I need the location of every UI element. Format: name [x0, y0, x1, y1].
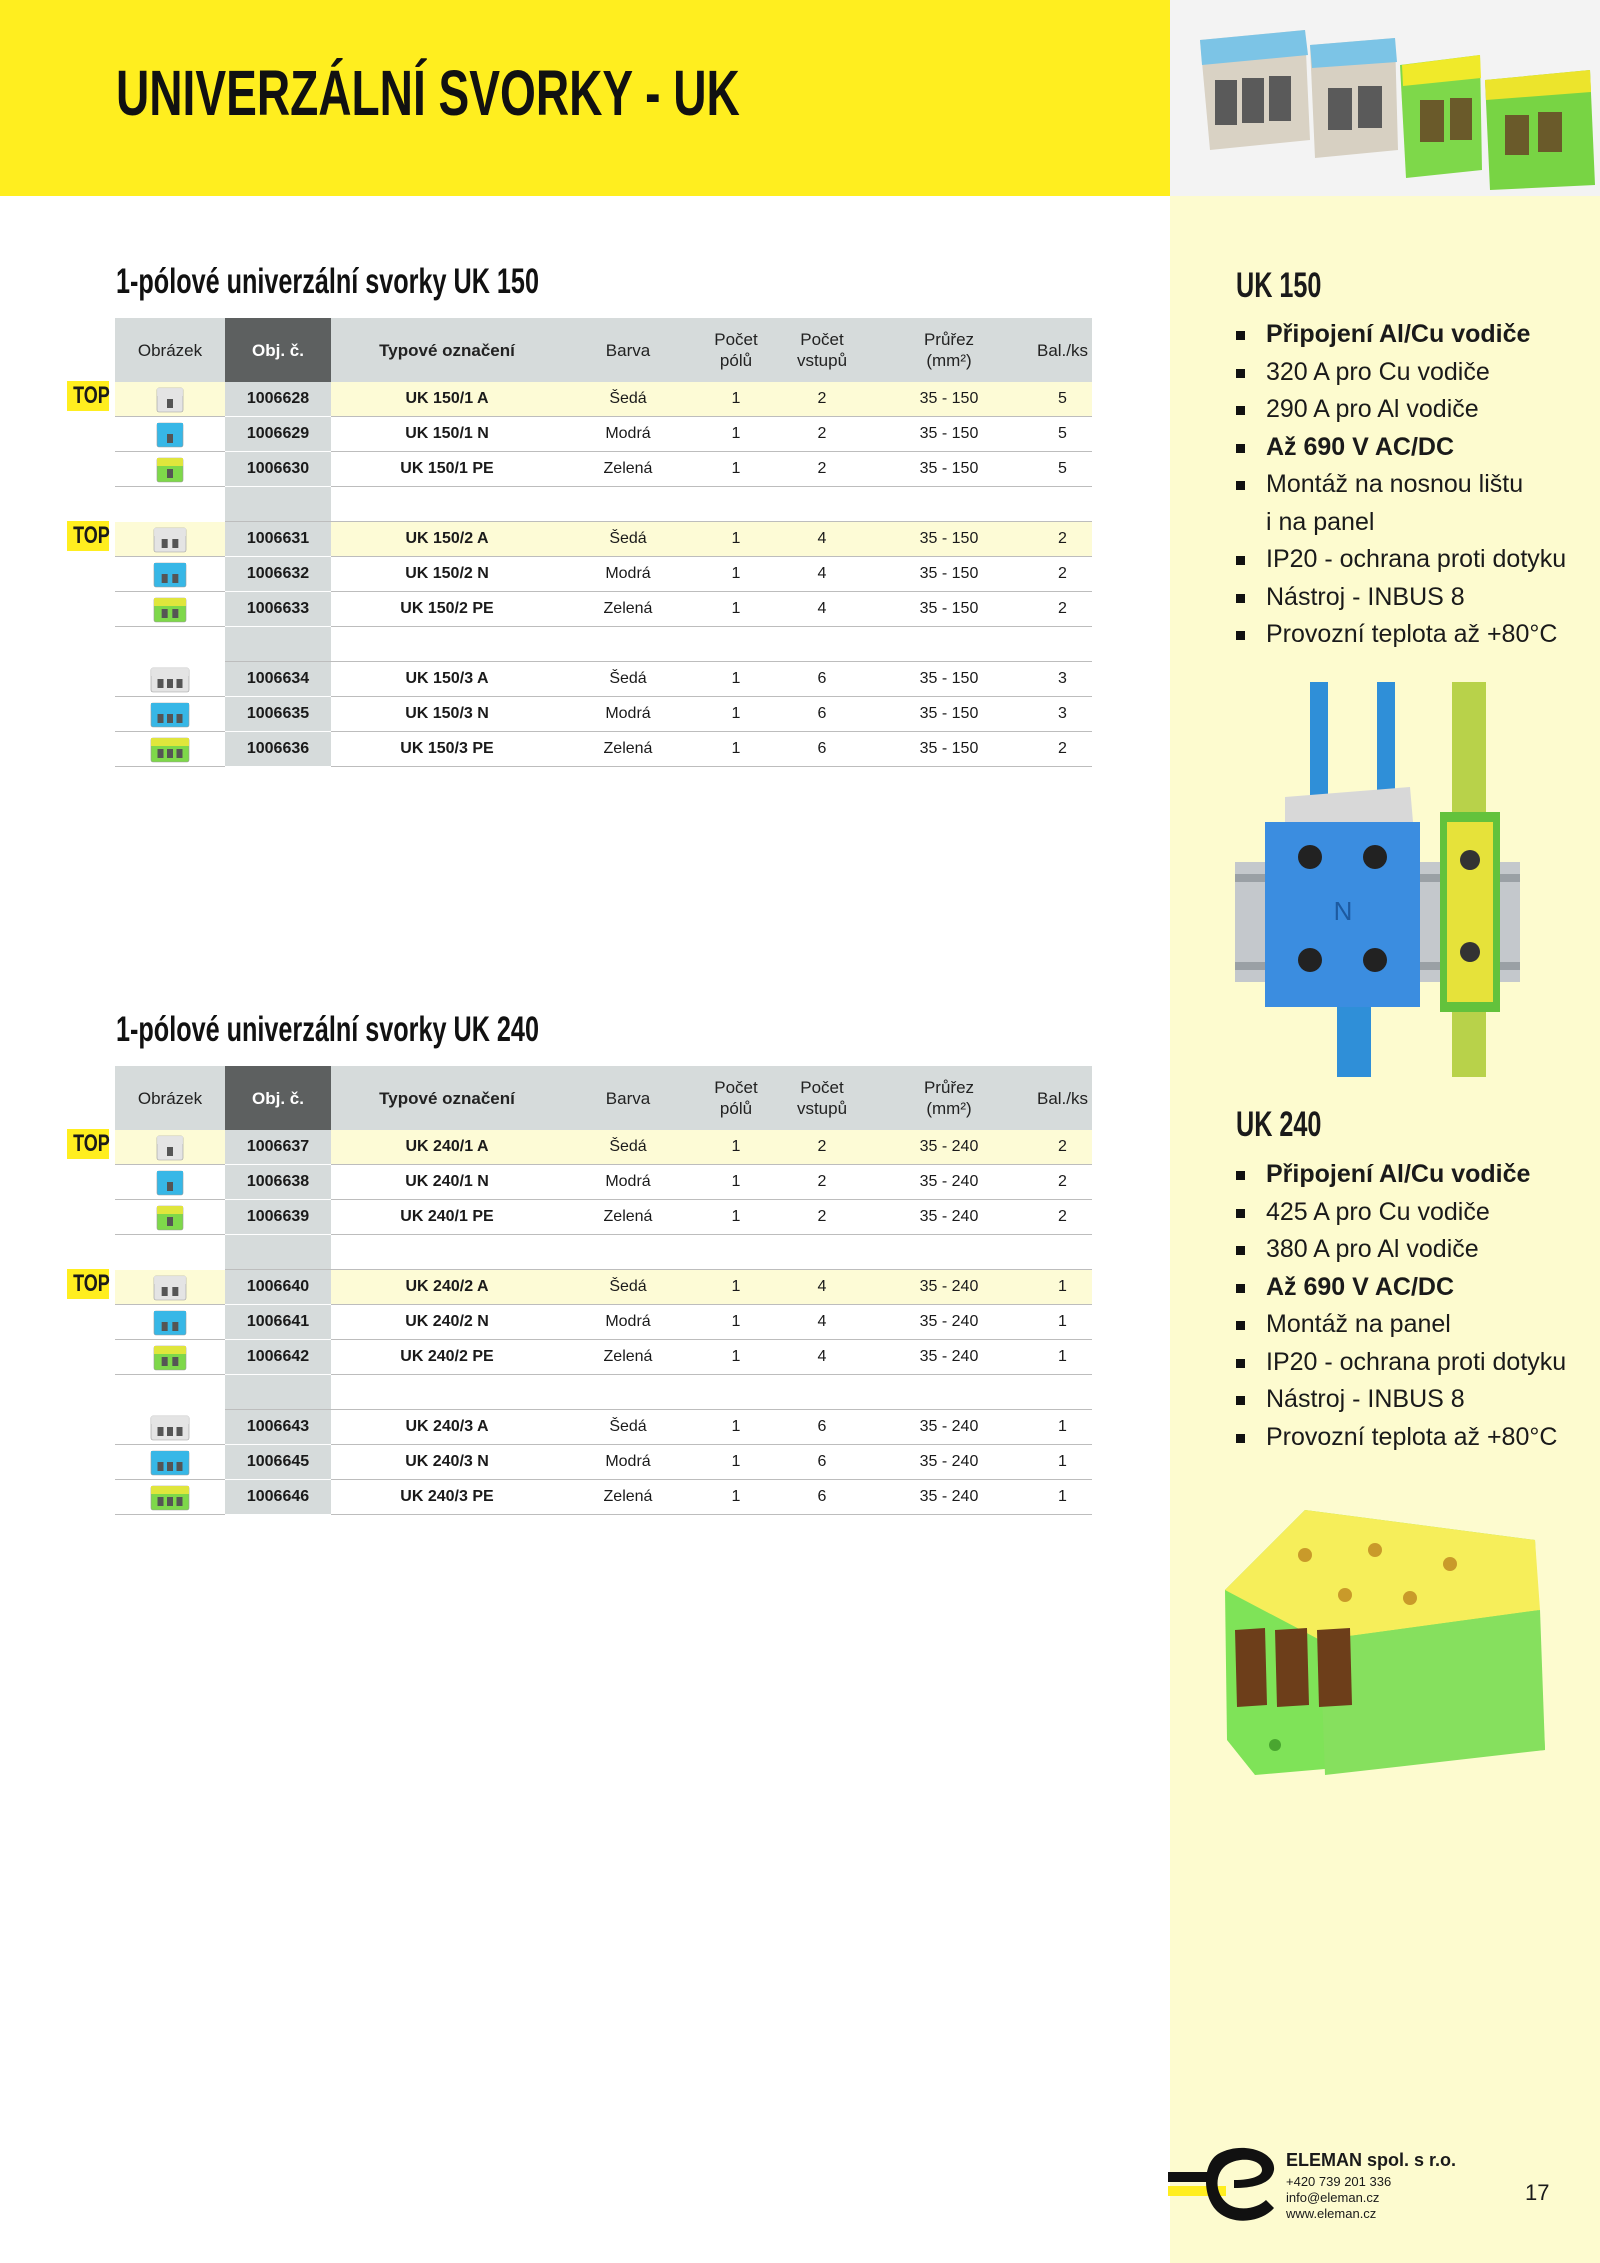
poles-cell: 1 — [693, 1165, 779, 1200]
inputs-cell: 2 — [779, 1200, 865, 1235]
feature-item: i na panel — [1266, 507, 1375, 536]
order-number-cell: 1006641 — [225, 1305, 331, 1340]
color-cell: Šedá — [563, 1270, 693, 1305]
product-thumbnail — [115, 1200, 225, 1235]
feature-item: Provozní teplota až +80°C — [1234, 1419, 1566, 1457]
poles-cell: 1 — [693, 592, 779, 627]
feature-item: Nástroj - INBUS 8 — [1234, 1381, 1566, 1419]
color-cell: Zelená — [563, 1480, 693, 1515]
product-thumbnail — [115, 1480, 225, 1515]
product-thumbnail — [115, 1270, 225, 1305]
cross-section-cell: 35 - 150 — [865, 452, 1033, 487]
order-number-cell: 1006630 — [225, 452, 331, 487]
poles-cell: 1 — [693, 1480, 779, 1515]
table-row — [115, 557, 1092, 592]
uk240-sidebar-title: UK 240 — [1236, 1105, 1322, 1144]
package-cell: 3 — [1033, 697, 1092, 732]
order-number-cell: 1006635 — [225, 697, 331, 732]
col-header-type: Typové označení — [331, 318, 563, 382]
uk240-feature-list — [1234, 1156, 1566, 1456]
col-header-type: Typové označení — [331, 1066, 563, 1130]
product-thumbnail — [115, 732, 225, 767]
inputs-cell: 4 — [779, 1340, 865, 1375]
col-header-poles: Počet pólů — [693, 318, 779, 382]
color-cell: Zelená — [563, 1200, 693, 1235]
table-row — [115, 1410, 1092, 1445]
cross-section-cell: 35 - 240 — [865, 1445, 1033, 1480]
table-row — [115, 662, 1092, 697]
cross-section-cell: 35 - 150 — [865, 417, 1033, 452]
table-spacer-row — [115, 627, 1092, 662]
col-header-color: Barva — [563, 1066, 693, 1130]
color-cell: Zelená — [563, 452, 693, 487]
inputs-cell: 4 — [779, 592, 865, 627]
feature-item: 425 A pro Cu vodiče — [1234, 1194, 1566, 1232]
poles-cell: 1 — [693, 1130, 779, 1165]
type-cell: UK 150/1 N — [331, 417, 563, 452]
col-header-image: Obrázek — [115, 1066, 225, 1130]
type-cell: UK 240/3 PE — [331, 1480, 563, 1515]
inputs-cell: 6 — [779, 1480, 865, 1515]
cross-section-cell: 35 - 240 — [865, 1270, 1033, 1305]
product-thumbnail — [115, 1340, 225, 1375]
inputs-cell: 6 — [779, 1410, 865, 1445]
header-band — [0, 0, 1170, 196]
uk150-product-photo — [1235, 682, 1520, 1077]
table-spacer-row — [115, 1375, 1092, 1410]
poles-cell: 1 — [693, 1270, 779, 1305]
inputs-cell: 2 — [779, 1130, 865, 1165]
cross-section-cell: 35 - 150 — [865, 697, 1033, 732]
product-thumbnail — [115, 522, 225, 557]
feature-item: 290 A pro Al vodiče — [1234, 391, 1566, 429]
color-cell: Zelená — [563, 1340, 693, 1375]
order-number-cell: 1006645 — [225, 1445, 331, 1480]
poles-cell: 1 — [693, 522, 779, 557]
type-cell: UK 150/3 N — [331, 697, 563, 732]
package-cell: 1 — [1033, 1305, 1092, 1340]
feature-item: Připojení Al/Cu vodiče — [1234, 1156, 1566, 1194]
page-title: UNIVERZÁLNÍ SVORKY - UK — [116, 57, 740, 129]
col-header-package: Bal./ks — [1033, 318, 1092, 382]
neutral-label: N — [1333, 896, 1353, 926]
feature-item: Montáž na nosnou lištu — [1234, 466, 1566, 504]
package-cell: 2 — [1033, 1130, 1092, 1165]
feature-item: 320 A pro Cu vodiče — [1234, 354, 1566, 392]
footer-company-name: ELEMAN spol. s r.o. — [1286, 2150, 1457, 2170]
top-badge: TOP — [67, 381, 109, 411]
package-cell: 2 — [1033, 557, 1092, 592]
inputs-cell: 4 — [779, 522, 865, 557]
type-cell: UK 240/1 A — [331, 1130, 563, 1165]
order-number-cell: 1006646 — [225, 1480, 331, 1515]
uk240-spec-table — [115, 1066, 1092, 1515]
poles-cell: 1 — [693, 557, 779, 592]
order-number-cell: 1006638 — [225, 1165, 331, 1200]
col-header-order-number: Obj. č. — [225, 1066, 331, 1130]
inputs-cell: 2 — [779, 452, 865, 487]
order-number-cell: 1006639 — [225, 1200, 331, 1235]
uk240-product-photo — [1215, 1500, 1555, 1780]
table-row — [115, 732, 1092, 767]
table-row — [115, 1445, 1092, 1480]
cross-section-cell: 35 - 150 — [865, 732, 1033, 767]
cross-section-cell: 35 - 240 — [865, 1410, 1033, 1445]
col-header-color: Barva — [563, 318, 693, 382]
table-row — [115, 1165, 1092, 1200]
type-cell: UK 150/3 A — [331, 662, 563, 697]
table-row — [115, 452, 1092, 487]
table-row — [115, 697, 1092, 732]
color-cell: Modrá — [563, 1165, 693, 1200]
color-cell: Šedá — [563, 382, 693, 417]
uk150-feature-list — [1234, 316, 1566, 654]
poles-cell: 1 — [693, 1445, 779, 1480]
poles-cell: 1 — [693, 662, 779, 697]
feature-item: IP20 - ochrana proti dotyku — [1234, 541, 1566, 579]
product-thumbnail — [115, 557, 225, 592]
type-cell: UK 150/3 PE — [331, 732, 563, 767]
poles-cell: 1 — [693, 1340, 779, 1375]
product-thumbnail — [115, 1410, 225, 1445]
table-spacer-row — [115, 487, 1092, 522]
color-cell: Modrá — [563, 1445, 693, 1480]
order-number-cell: 1006640 — [225, 1270, 331, 1305]
package-cell: 5 — [1033, 452, 1092, 487]
color-cell: Zelená — [563, 592, 693, 627]
product-thumbnail — [115, 1165, 225, 1200]
color-cell: Modrá — [563, 697, 693, 732]
product-thumbnail — [115, 452, 225, 487]
col-header-package: Bal./ks — [1033, 1066, 1092, 1130]
order-number-cell: 1006629 — [225, 417, 331, 452]
type-cell: UK 240/2 A — [331, 1270, 563, 1305]
color-cell: Modrá — [563, 557, 693, 592]
footer-website[interactable]: www.eleman.cz — [1286, 2206, 1377, 2221]
table-header-row — [115, 1066, 1092, 1130]
top-badge: TOP — [67, 521, 109, 551]
cross-section-cell: 35 - 150 — [865, 662, 1033, 697]
table-row — [115, 417, 1092, 452]
type-cell: UK 150/2 A — [331, 522, 563, 557]
poles-cell: 1 — [693, 1410, 779, 1445]
type-cell: UK 240/2 PE — [331, 1340, 563, 1375]
package-cell: 1 — [1033, 1340, 1092, 1375]
inputs-cell: 6 — [779, 732, 865, 767]
feature-item: Montáž na panel — [1234, 1306, 1566, 1344]
poles-cell: 1 — [693, 697, 779, 732]
inputs-cell: 6 — [779, 662, 865, 697]
type-cell: UK 150/2 N — [331, 557, 563, 592]
cross-section-cell: 35 - 240 — [865, 1340, 1033, 1375]
table-row — [115, 1200, 1092, 1235]
poles-cell: 1 — [693, 452, 779, 487]
table-row — [115, 1270, 1092, 1305]
order-number-cell: 1006637 — [225, 1130, 331, 1165]
feature-item: Provozní teplota až +80°C — [1234, 616, 1566, 654]
footer-phone: +420 739 201 336 — [1286, 2174, 1392, 2189]
poles-cell: 1 — [693, 382, 779, 417]
order-number-cell: 1006631 — [225, 522, 331, 557]
type-cell: UK 240/2 N — [331, 1305, 563, 1340]
poles-cell: 1 — [693, 732, 779, 767]
uk150-section-title: 1-pólové univerzální svorky UK 150 — [116, 262, 539, 301]
product-thumbnail — [115, 1130, 225, 1165]
eleman-logo — [1168, 2146, 1280, 2227]
cross-section-cell: 35 - 240 — [865, 1130, 1033, 1165]
package-cell: 1 — [1033, 1410, 1092, 1445]
uk240-section-title: 1-pólové univerzální svorky UK 240 — [116, 1010, 539, 1049]
table-row — [115, 522, 1092, 557]
package-cell: 2 — [1033, 732, 1092, 767]
col-header-inputs: Počet vstupů — [779, 1066, 865, 1130]
product-thumbnail — [115, 662, 225, 697]
table-row — [115, 1340, 1092, 1375]
package-cell: 1 — [1033, 1270, 1092, 1305]
inputs-cell: 2 — [779, 382, 865, 417]
product-thumbnail — [115, 1305, 225, 1340]
package-cell: 5 — [1033, 417, 1092, 452]
inputs-cell: 2 — [779, 1165, 865, 1200]
color-cell: Zelená — [563, 732, 693, 767]
page-number: 17 — [1525, 2180, 1550, 2205]
top-badge: TOP — [67, 1269, 109, 1299]
cross-section-cell: 35 - 240 — [865, 1200, 1033, 1235]
poles-cell: 1 — [693, 417, 779, 452]
poles-cell: 1 — [693, 1305, 779, 1340]
col-header-poles: Počet pólů — [693, 1066, 779, 1130]
color-cell: Modrá — [563, 1305, 693, 1340]
inputs-cell: 2 — [779, 417, 865, 452]
poles-cell: 1 — [693, 1200, 779, 1235]
product-thumbnail — [115, 697, 225, 732]
cross-section-cell: 35 - 150 — [865, 557, 1033, 592]
col-header-inputs: Počet vstupů — [779, 318, 865, 382]
feature-item: 380 A pro Al vodiče — [1234, 1231, 1566, 1269]
package-cell: 2 — [1033, 592, 1092, 627]
order-number-cell: 1006636 — [225, 732, 331, 767]
type-cell: UK 150/1 A — [331, 382, 563, 417]
table-row — [115, 382, 1092, 417]
feature-item: Nástroj - INBUS 8 — [1234, 579, 1566, 617]
feature-item: Až 690 V AC/DC — [1234, 429, 1566, 467]
footer-email[interactable]: info@eleman.cz — [1286, 2190, 1380, 2205]
table-row — [115, 592, 1092, 627]
package-cell: 2 — [1033, 1200, 1092, 1235]
product-thumbnail — [115, 417, 225, 452]
table-row — [115, 1480, 1092, 1515]
table-header-row — [115, 318, 1092, 382]
type-cell: UK 150/2 PE — [331, 592, 563, 627]
inputs-cell: 4 — [779, 1305, 865, 1340]
header-product-photo — [1170, 0, 1600, 196]
feature-item: IP20 - ochrana proti dotyku — [1234, 1344, 1566, 1382]
type-cell: UK 240/1 PE — [331, 1200, 563, 1235]
table-row — [115, 1130, 1092, 1165]
table-spacer-row — [115, 1235, 1092, 1270]
type-cell: UK 240/3 N — [331, 1445, 563, 1480]
cross-section-cell: 35 - 240 — [865, 1165, 1033, 1200]
cross-section-cell: 35 - 150 — [865, 522, 1033, 557]
cross-section-cell: 35 - 240 — [865, 1480, 1033, 1515]
order-number-cell: 1006632 — [225, 557, 331, 592]
package-cell: 1 — [1033, 1480, 1092, 1515]
package-cell: 2 — [1033, 1165, 1092, 1200]
color-cell: Šedá — [563, 1410, 693, 1445]
feature-item: Až 690 V AC/DC — [1234, 1269, 1566, 1307]
type-cell: UK 240/1 N — [331, 1165, 563, 1200]
package-cell: 1 — [1033, 1445, 1092, 1480]
col-header-cross-section: Průřez (mm²) — [865, 318, 1033, 382]
table-row — [115, 1305, 1092, 1340]
inputs-cell: 4 — [779, 557, 865, 592]
col-header-order-number: Obj. č. — [225, 318, 331, 382]
inputs-cell: 6 — [779, 1445, 865, 1480]
order-number-cell: 1006634 — [225, 662, 331, 697]
type-cell: UK 150/1 PE — [331, 452, 563, 487]
col-header-image: Obrázek — [115, 318, 225, 382]
cross-section-cell: 35 - 240 — [865, 1305, 1033, 1340]
product-thumbnail — [115, 382, 225, 417]
inputs-cell: 4 — [779, 1270, 865, 1305]
order-number-cell: 1006642 — [225, 1340, 331, 1375]
col-header-cross-section: Průřez (mm²) — [865, 1066, 1033, 1130]
order-number-cell: 1006628 — [225, 382, 331, 417]
order-number-cell: 1006633 — [225, 592, 331, 627]
order-number-cell: 1006643 — [225, 1410, 331, 1445]
top-badge: TOP — [67, 1129, 109, 1159]
type-cell: UK 240/3 A — [331, 1410, 563, 1445]
product-thumbnail — [115, 1445, 225, 1480]
package-cell: 2 — [1033, 522, 1092, 557]
package-cell: 3 — [1033, 662, 1092, 697]
package-cell: 5 — [1033, 382, 1092, 417]
cross-section-cell: 35 - 150 — [865, 382, 1033, 417]
color-cell: Šedá — [563, 522, 693, 557]
cross-section-cell: 35 - 150 — [865, 592, 1033, 627]
color-cell: Modrá — [563, 417, 693, 452]
inputs-cell: 6 — [779, 697, 865, 732]
product-thumbnail — [115, 592, 225, 627]
feature-item: Připojení Al/Cu vodiče — [1234, 316, 1566, 354]
color-cell: Šedá — [563, 1130, 693, 1165]
uk150-spec-table — [115, 318, 1092, 767]
uk150-sidebar-title: UK 150 — [1236, 266, 1322, 305]
color-cell: Šedá — [563, 662, 693, 697]
